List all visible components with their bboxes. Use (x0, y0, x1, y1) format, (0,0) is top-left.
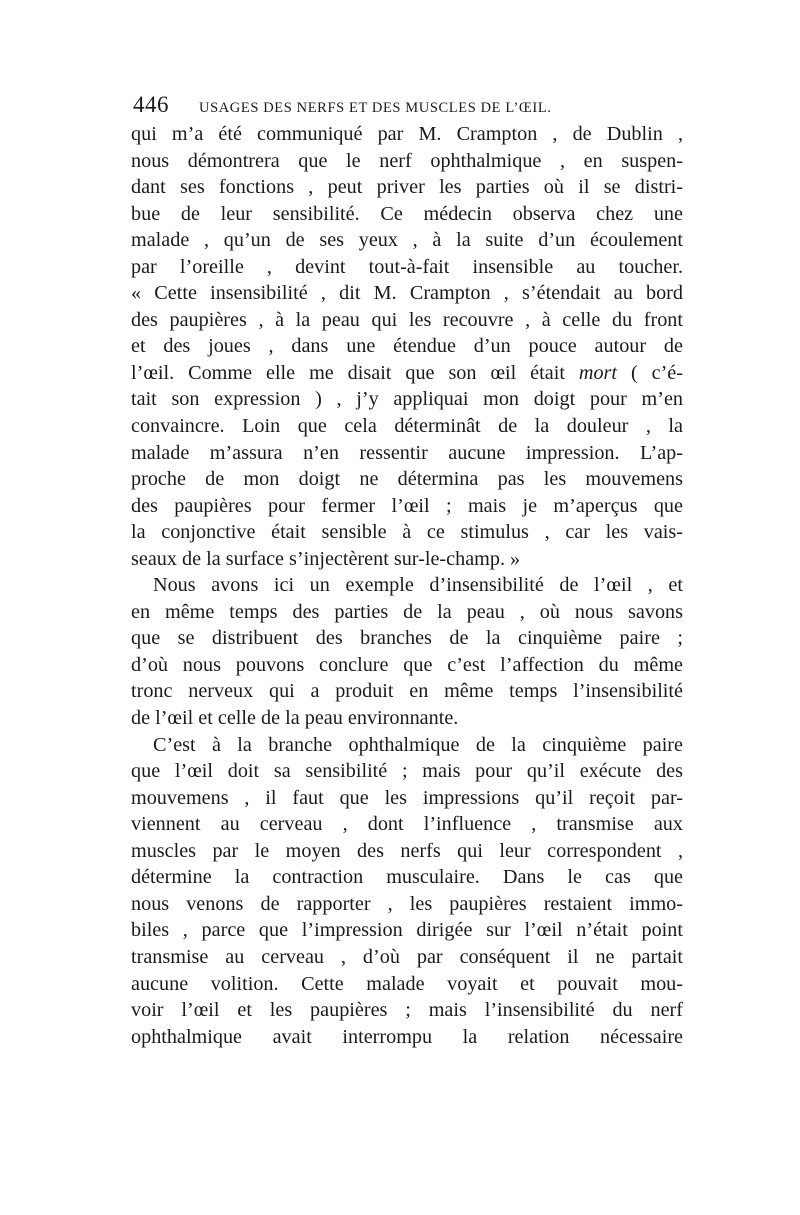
text-line: par l’oreille , devint tout-à-fait insensible au toucher. (131, 255, 683, 278)
text-line: des paupières pour fermer l’œil ; mais je m’aperçus que (131, 494, 683, 517)
paragraph-start-line: Nous avons ici un exemple d’insensibilité de l’œil , et (153, 574, 683, 597)
text-line: des paupières , à la peau qui les recouvre , à celle du front (131, 308, 683, 331)
text-line: malade , qu’un de ses yeux , à la suite d’un écoulement (131, 229, 683, 252)
text-line: malade m’assura n’en ressentir aucune impression. L’ap- (131, 441, 683, 464)
text-line: tronc nerveux qui a produit en même temps l’insensibilité (131, 680, 683, 703)
text-line: « Cette insensibilité , dit M. Crampton , s’étendait au bord (131, 282, 683, 305)
text-line: détermine la contraction musculaire. Dans le cas que (131, 866, 683, 889)
text-line: et des joues , dans une étendue d’un pouce autour de (131, 335, 683, 358)
text-line: proche de mon doigt ne détermina pas les mouvemens (131, 468, 683, 491)
text-line: tait son expression ) , j’y appliquai mon doigt pour m’en (131, 388, 683, 411)
text-line: mouvemens , il faut que les impressions qu’il reçoit par- (131, 786, 683, 809)
paragraph-start-line: C’est à la branche ophthalmique de la cinquième paire (153, 733, 683, 756)
text-line: bue de leur sensibilité. Ce médecin observa chez une (131, 202, 683, 225)
text-line: que se distribuent des branches de la cinquième paire ; (131, 627, 683, 650)
body-text (131, 121, 683, 1050)
running-title: USAGES DES NERFS ET DES MUSCLES DE L’ŒIL. (199, 100, 552, 116)
text-line: dant ses fonctions , peut priver les parties où il se distri- (131, 176, 683, 199)
running-head (133, 92, 693, 122)
text-line: viennent au cerveau , dont l’influence , transmise aux (131, 813, 683, 836)
text-line: biles , parce que l’impression dirigée sur l’œil n’était point (131, 919, 683, 942)
text-line: en même temps des parties de la peau , où nous savons (131, 600, 683, 623)
text-line: voir l’œil et les paupières ; mais l’insensibilité du nerf (131, 999, 683, 1022)
text-line: muscles par le moyen des nerfs qui leur correspondent , (131, 839, 683, 862)
text-line: ophthalmique avait interrompu la relation nécessaire (131, 1025, 683, 1048)
text-line: nous venons de rapporter , les paupières restaient immo- (131, 892, 683, 915)
text-line: seaux de la surface s’injectèrent sur-le-champ. » (131, 547, 521, 570)
italic-word: mort (578, 361, 618, 384)
text-line: d’où nous pouvons conclure que c’est l’affection du même (131, 653, 683, 676)
text-line: de l’œil et celle de la peau environnante. (131, 707, 459, 730)
text-line: que l’œil doit sa sensibilité ; mais pour qu’il exécute des (131, 760, 683, 783)
text-line: qui m’a été communiqué par M. Crampton , de Dublin , (131, 123, 683, 145)
text-line: convaincre. Loin que cela déterminât de la douleur , la (131, 415, 683, 438)
text-line: transmise au cerveau , d’où par conséquent il ne partait (131, 945, 683, 968)
text-line-with-italic: l’œil. Comme elle me disait que son œil était mort ( c’é- (131, 361, 683, 384)
text-line: la conjonctive était sensible à ce stimulus , car les vais- (131, 521, 683, 544)
page-number: 446 (133, 92, 169, 117)
text-line: aucune volition. Cette malade voyait et pouvait mou- (131, 972, 683, 995)
text-line: nous démontrera que le nerf ophthalmique , en suspen- (131, 149, 683, 172)
